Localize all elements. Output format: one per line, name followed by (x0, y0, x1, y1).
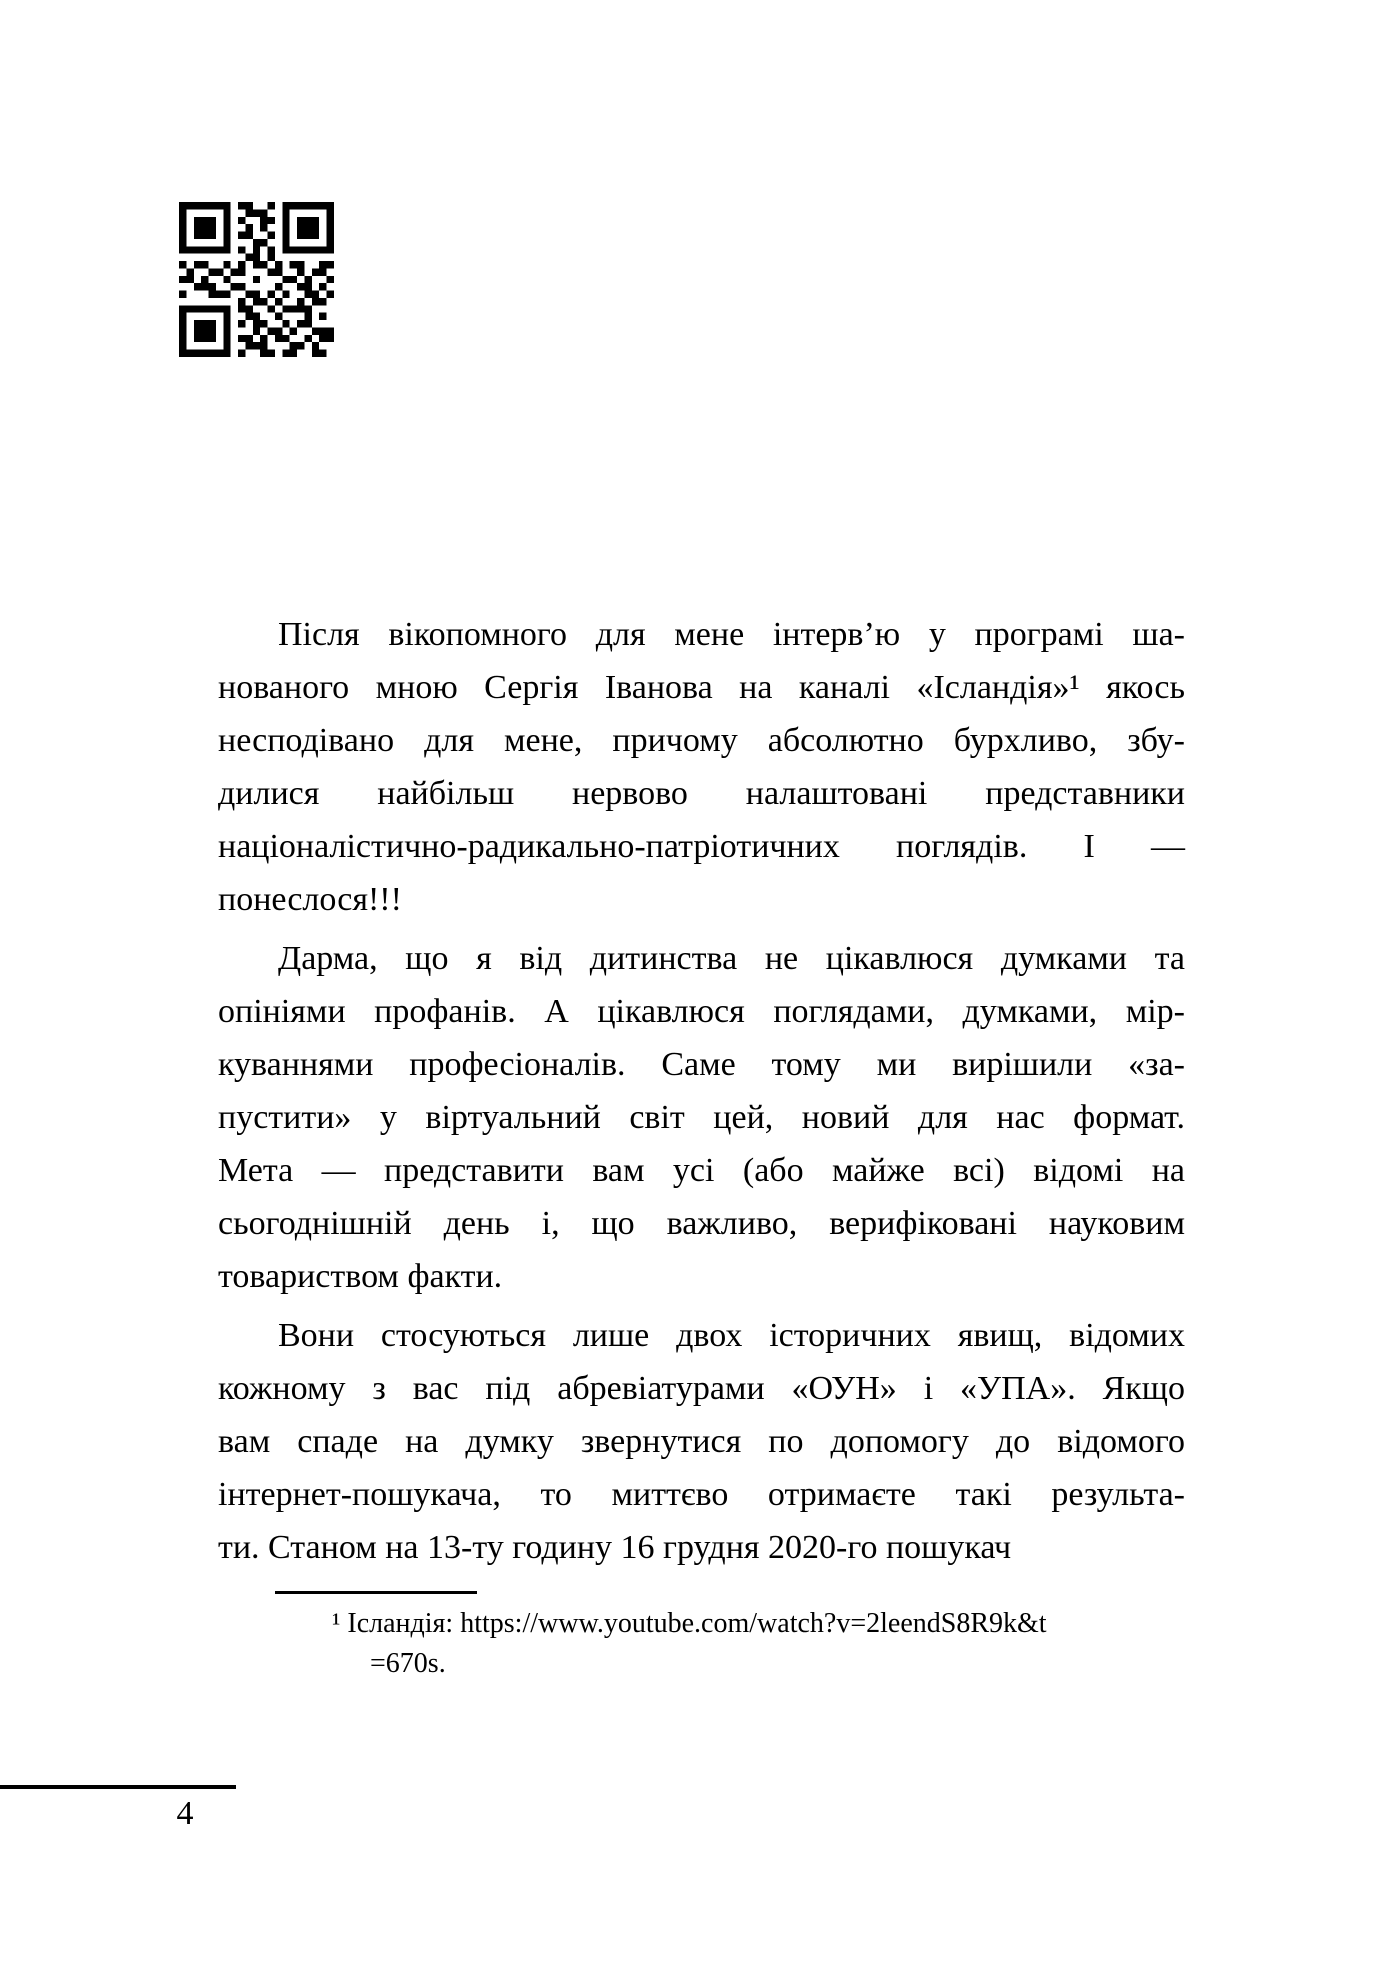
page-number: 4 (176, 1795, 194, 1832)
qr-code (179, 202, 334, 357)
text-line: сьогоднішній день і, що важливо, верифіковані науковим (218, 1205, 1185, 1242)
text-line: товариством факти. (218, 1258, 503, 1295)
text-line: понеслося!!! (218, 881, 402, 918)
text-line: нованого мною Сергія Іванова на каналі «Ісландія»¹ якось (218, 669, 1185, 706)
footnote (275, 1604, 1185, 1684)
body-text (218, 608, 1185, 1580)
footnote-line: =670s. (370, 1648, 446, 1679)
paragraph (218, 1309, 1185, 1574)
footnote-separator-rule (275, 1591, 477, 1594)
text-line: Після вікопомного для мене інтерв’ю у програмі ша- (278, 616, 1185, 653)
text-line: кожному з вас під абревіатурами «ОУН» і «УПА». Якщо (218, 1370, 1185, 1407)
text-line: опініями профанів. А цікавлюся поглядами, думками, мір- (218, 993, 1185, 1030)
text-line: Мета — представити вам усі (або майже всі) відомі на (218, 1152, 1185, 1189)
text-line: Дарма, що я від дитинства не цікавлюся думками та (278, 940, 1185, 977)
text-line: націоналістично-радикально-патріотичних поглядів. І — (218, 828, 1185, 865)
text-line: вам спаде на думку звернутися по допомогу до відомого (218, 1423, 1185, 1460)
text-line: ти. Станом на 13-ту годину 16 грудня 2020-го пошукач (218, 1529, 1012, 1566)
paragraph (218, 608, 1185, 926)
text-line: несподівано для мене, причому абсолютно бурхливо, збу- (218, 722, 1185, 759)
footnote-line: ¹ Ісландія: https://www.youtube.com/watch?v=2leendS8R9k&t (332, 1608, 1047, 1639)
text-line: куваннями професіоналів. Саме тому ми вирішили «за- (218, 1046, 1185, 1083)
text-line: пустити» у віртуальний світ цей, новий для нас формат. (218, 1099, 1185, 1136)
text-line: Вони стосуються лише двох історичних явищ, відомих (278, 1317, 1185, 1354)
footer-rule (0, 1785, 236, 1789)
text-line: дилися найбільш нервово налаштовані представники (218, 775, 1185, 812)
paragraph (218, 932, 1185, 1303)
text-line: інтернет-пошукача, то миттєво отримаєте такі результа- (218, 1476, 1185, 1513)
